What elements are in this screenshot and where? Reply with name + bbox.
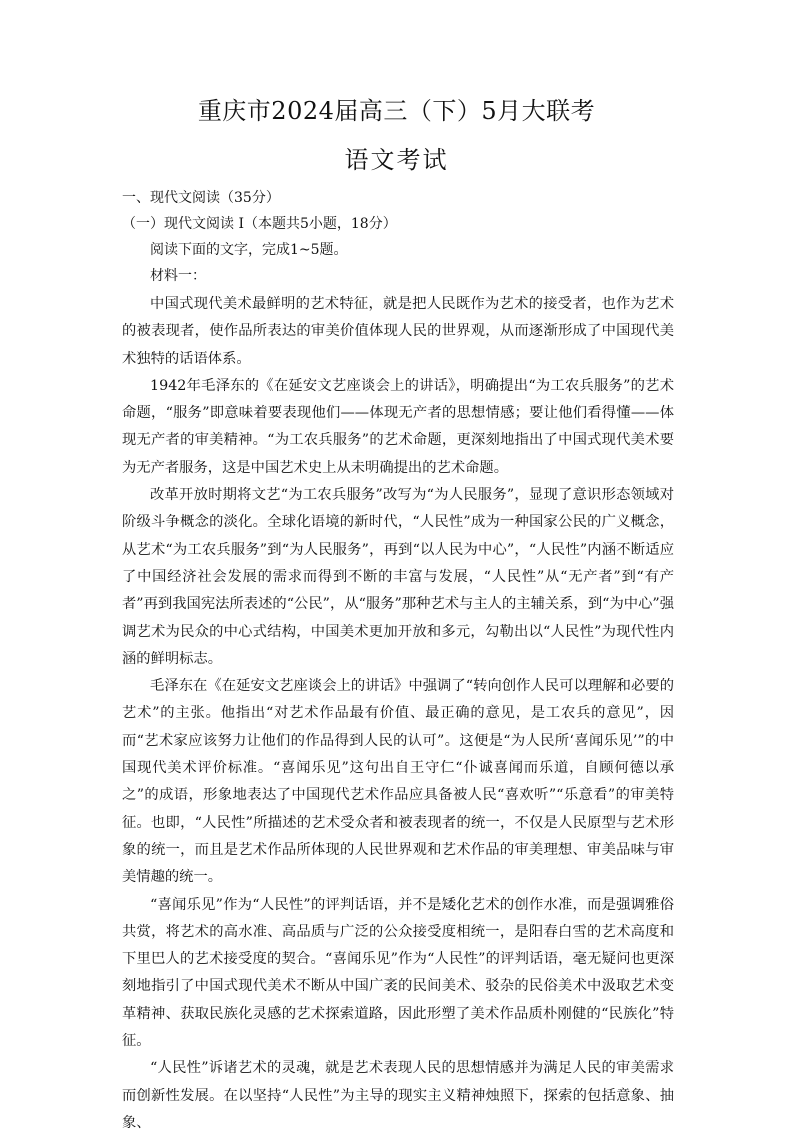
material-label: 材料一： — [150, 268, 206, 284]
paragraph: “喜闻乐见”作为“人民性”的评判话语，并不是矮化艺术的创作水准，而是强调雅俗共赏，将艺术的高水准、高品质与广泛的公众接受度相统一，是阳春白雪的艺术高度和下里巴人的艺术接受度的契合。“喜闻乐见”作为“人民性”的评判话语，毫无疑问也更深刻地指引了中国式现代美术不断从中国广袤的民间美术、驳杂的民俗美术中汲取艺术变革精神、获取民族化灵感的艺术探索道路，因此形塑了美术作品质朴刚健的“民族化”特征。 — [122, 896, 674, 1050]
paragraph: 毛泽东在《在延安文艺座谈会上的讲话》中强调了“转向创作人民可以理解和必要的艺术”的主张。他指出“对艺术作品最有价值、最正确的意见，是工农兵的意见”，因而“艺术家应该努力让他们的作品得到人民的认可”。这便是“为人民所‘喜闻乐见’”的中国现代美术评价标准。“喜闻乐见”这句出自王守仁“仆诚喜闻而乐道，自顾何德以承之”的成语，形象地表达了中国现代艺术作品应具备被人民“喜欢听”“乐意看”的审美特征。也即，“人民性”所描述的艺术受众者和被表现者的统一，不仅是人民原型与艺术形象的统一，而且是艺术作品所体现的人民世界观和艺术作品的审美理想、审美品味与审美情趣的统一。 — [122, 678, 674, 886]
exam-subtitle: 语文考试 — [344, 146, 449, 174]
paragraph: 改革开放时期将文艺“为工农兵服务”改写为“为人民服务”，显现了意识形态领域对阶级斗争概念的淡化。全球化语境的新时代，“人民性”成为一种国家公民的广义概念，从艺术“为工农兵服务”到“为人民服务”，再到“以人民为中心”，“人民性”内涵不断适应了中国经济社会发展的需求而得到不断的丰富与发展，“人民性”从“无产者”到“有产者”再到我国宪法所表述的“公民”，从“服务”那种艺术与主人的主辅关系，到“为中心”强调艺术为民众的中心式结构，中国美术更加开放和多元，勾勒出以“人民性”为现代性内涵的鲜明标志。 — [122, 487, 674, 667]
paragraph: “人民性”诉诸艺术的灵魂，就是艺术表现人民的思想情感并为满足人民的审美需求而创新性发展。在以坚持“人民性”为主导的现实主义精神烛照下，探索的包括意象、抽象、 — [122, 1060, 674, 1131]
paragraph: 1942年毛泽东的《在延安文艺座谈会上的讲话》，明确提出“为工农兵服务”的艺术命题，“服务”即意味着要表现他们——体现无产者的思想情感；要让他们看得懂——体现无产者的审美精神。“为工农兵服务”的艺术命题，更深刻地指出了中国式现代美术要为无产者服务，这是中国艺术史上从未明确提出的艺术命题。 — [122, 377, 674, 476]
exam-title: 重庆市2024届高三（下）5月大联考 — [197, 97, 596, 125]
reading-instruction: 阅读下面的文字，完成1~5题。 — [150, 242, 348, 258]
material-body — [122, 291, 674, 1137]
paragraph: 中国式现代美术最鲜明的艺术特征，就是把人民既作为艺术的接受者，也作为艺术的被表现者，使作品所表达的审美价值体现人民的世界观，从而逐渐形成了中国现代美术独特的话语体系。 — [122, 296, 674, 367]
part-heading: （一）现代文阅读 I（本题共5小题，18分） — [122, 216, 397, 232]
section-heading: 一、现代文阅读（35分） — [122, 190, 280, 206]
